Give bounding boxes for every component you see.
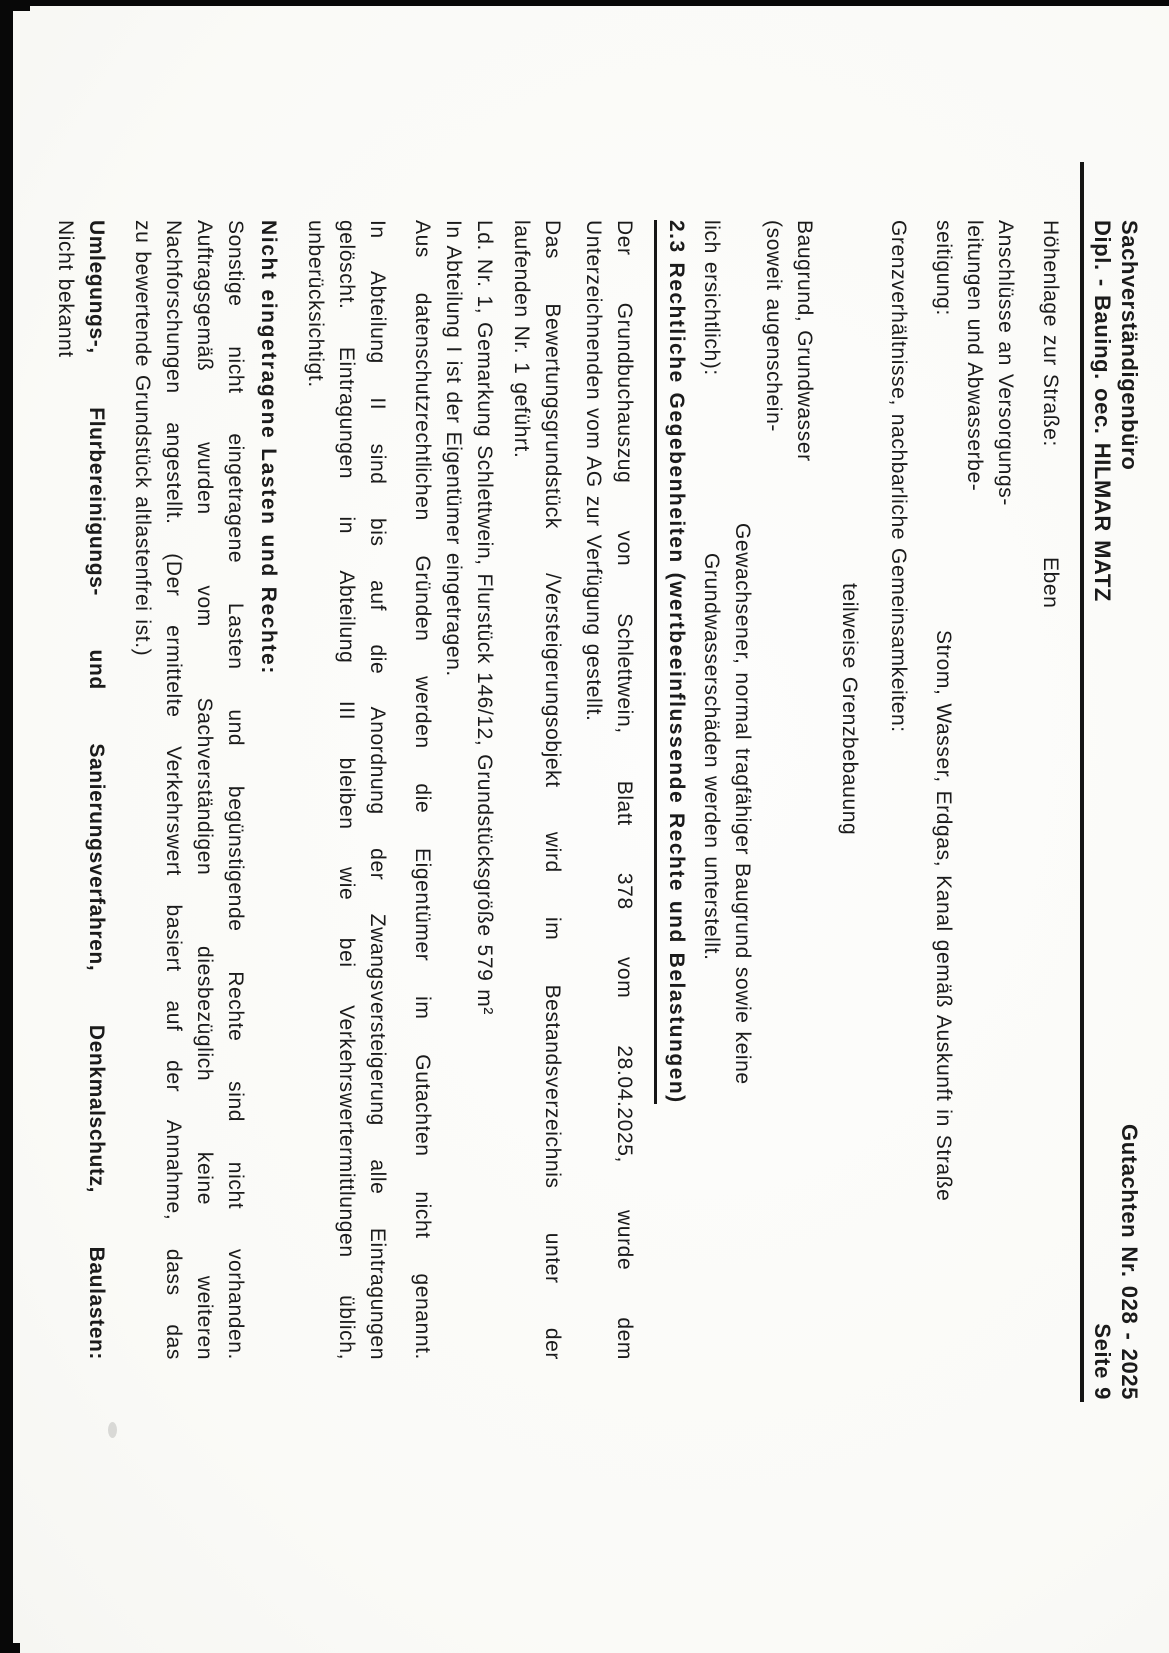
para-bestand-line1: Das Bewertungsgrundstück /Versteigerungsobjekt wird im Bestandsverzeichnis unter der [541, 220, 564, 1360]
baugrund-label-line2: (soweit augenschein- [762, 220, 785, 432]
para-abt-line1: In Abteilung II sind bis auf die Anordnung der Zwangsversteigerung alle Eintragungen [366, 220, 389, 1360]
line-abteilung1: In Abteilung I ist der Eigentümer eingetragen. [442, 220, 465, 677]
grenzverhaeltnisse-row [834, 220, 914, 1400]
grenz-label: Grenzverhältnisse, nachbarliche Gemeinsamkeiten: [887, 220, 910, 733]
para-grundbuch-line1: Der Grundbuchauszug von Schlettwein, Blatt 378 vom 28.04.2025, wurde dem [613, 220, 636, 1360]
anschluesse-label-line1: Anschlüsse an Versorgungs- [994, 220, 1017, 506]
para-lasten-line2: Auftragsgemäß wurden vom Sachverständigen diesbezüglich keine weiteren [193, 220, 216, 1360]
section-heading-row [654, 220, 692, 1400]
report-number: Gutachten Nr. 028 - 2025 [1117, 1124, 1142, 1400]
para-lasten-line4: zu bewertende Grundstück altlastenfrei ist.) [131, 220, 154, 657]
para-bestand-line2: laufenden Nr. 1 geführt. [510, 220, 533, 459]
page-header [1089, 220, 1143, 1400]
grundbuch-detail-lines [407, 220, 500, 1360]
header-report-block [1089, 1124, 1143, 1400]
scan-edge-top [0, 0, 1169, 6]
anschluesse-label-line3: seitigung: [932, 220, 955, 316]
header-office-block [1089, 220, 1143, 602]
baugrund-value-line2: Grundwasserschäden werden unterstellt. [700, 553, 723, 961]
hoehenlage-row [1035, 220, 1066, 1400]
para-abt-line2: gelöscht. Eintragungen in Abteilung III bleiben wie bei Verkehrswertermittlungen üblich, [335, 220, 358, 1360]
baugrund-value-line1: Gewachsener, normal tragfähiger Baugrund sowie keine [731, 523, 754, 1085]
page-number: Seite 9 [1090, 1323, 1115, 1400]
grenz-value: teilweise Grenzbebauung [838, 583, 861, 836]
anschluesse-label-line2: leitungen und Abwasserbe- [963, 220, 986, 492]
anschluesse-value-line [928, 220, 959, 1400]
header-rule [1080, 162, 1084, 1402]
office-owner: Dipl. - Bauing. oec. HILMAR MATZ [1090, 220, 1115, 602]
baugrund-row [696, 220, 820, 1400]
para-abteilung-2-3 [300, 220, 393, 1360]
hoehenlage-value: Eben [1039, 557, 1062, 609]
para-abt-line3: unberücksichtigt. [304, 220, 327, 388]
baugrund-value-line2-wrap [696, 220, 727, 1400]
section-heading: 2.3 Rechtliche Gegebenheiten (wertbeeinflussende Rechte und Belastungen) [654, 220, 692, 1104]
lasten-heading-row [253, 220, 284, 1400]
para-lasten-line3: Nachforschungen angestellt. (Der ermittelte Verkehrswert basiert auf der Annahme, dass das [162, 220, 185, 1360]
scan-edge-bottom-left [0, 1643, 20, 1653]
para-lasten-line1: Sonstige nicht eingetragene Lasten und begünstigende Rechte sind nicht vorhanden. [224, 220, 247, 1360]
umlegung-row [50, 220, 112, 1360]
anschluesse-row [928, 220, 1021, 1400]
anschluesse-value: Strom, Wasser, Erdgas, Kanal gemäß Auskunft in Straße [932, 630, 955, 1202]
umlegung-heading: Umlegungs-, Flurbereinigungs- und Sanierungsverfahren, Denkmalschutz, Baulasten: [85, 220, 108, 1360]
scan-smudge [108, 1422, 117, 1438]
line-flurstueck: Ld. Nr. 1, Gemarkung Schlettwein, Flurstück 146/12, Grundstücksgröße 579 m² [473, 220, 496, 1015]
para-grundbuch-line2: Unterzeichnenden vom AG zur Verfügung gestellt. [582, 220, 605, 722]
para-bestandsverzeichnis [506, 220, 568, 1360]
baugrund-label-line3: lich ersichtlich): [700, 220, 723, 376]
lasten-heading: Nicht eingetragene Lasten und Rechte: [257, 220, 280, 675]
line-datenschutz: Aus datenschutzrechtlichen Gründen werden die Eigentümer im Gutachten nicht genannt. [411, 220, 434, 1360]
hoehenlage-label: Höhenlage zur Straße: [1039, 220, 1062, 447]
office-name: Sachverständigenbüro [1117, 220, 1142, 471]
para-lasten [127, 220, 251, 1360]
para-grundbuch [578, 220, 640, 1360]
baugrund-label-line1: Baugrund, Grundwasser [793, 220, 816, 462]
umlegung-value: Nicht bekannt [54, 220, 77, 358]
page-content [50, 220, 1143, 1400]
scan-edge-left [0, 0, 13, 1653]
scan-edge-corner [0, 0, 30, 11]
